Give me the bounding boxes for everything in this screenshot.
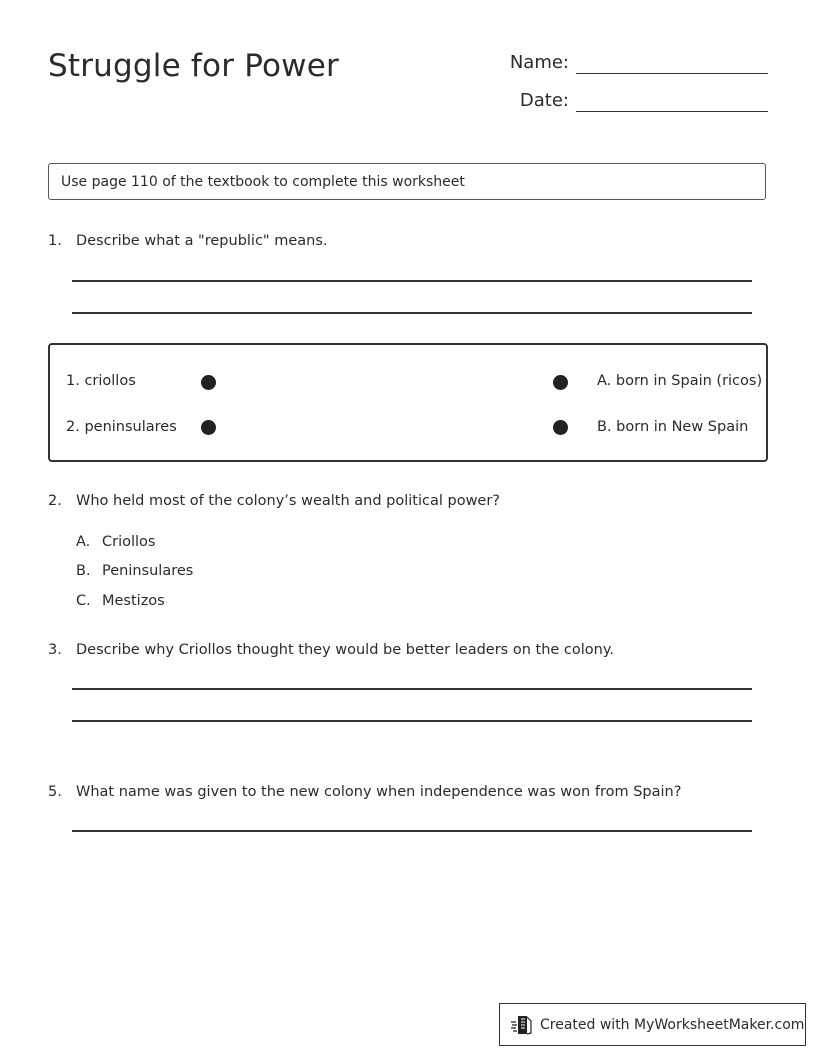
matching-dot[interactable] [201,420,216,435]
worksheet-maker-logo-icon [510,1013,534,1037]
option-text: Criollos [102,534,156,550]
page-title: Struggle for Power [48,48,339,84]
question-number: 5. [48,784,62,800]
question-number: 1. [48,233,62,249]
matching-right-item: B. born in New Spain [597,419,749,435]
name-field [510,52,768,74]
question-text: Describe what a "republic" means. [76,233,328,249]
answer-line[interactable] [72,312,752,314]
footer-text: Created with MyWorksheetMaker.com [540,1016,805,1033]
question-text: Who held most of the colony’s wealth and political power? [76,493,501,509]
option-text: Peninsulares [102,563,194,579]
option-text: Mestizos [102,593,165,609]
question-5 [48,782,681,802]
name-label: Name: [509,52,569,73]
matching-left-item: 1. criollos [66,373,136,389]
date-label: Date: [519,90,569,111]
matching-dot[interactable] [201,375,216,390]
answer-line[interactable] [72,720,752,722]
question-3 [48,640,614,660]
option-letter: A. [76,534,91,550]
matching-left-item: 2. peninsulares [66,419,177,435]
question-1 [48,231,327,251]
question-text: What name was given to the new colony when independence was won from Spain? [76,784,682,800]
matching-box [48,343,768,462]
question-text: Describe why Criollos thought they would be better leaders on the colony. [76,642,614,658]
date-input-line[interactable] [576,91,768,112]
matching-dot[interactable] [553,375,568,390]
instructions-box: Use page 110 of the textbook to complete this worksheet [48,163,766,200]
option-letter: C. [76,593,91,609]
name-input-line[interactable] [576,53,768,74]
answer-line[interactable] [72,688,752,690]
answer-line[interactable] [72,280,752,282]
matching-dot[interactable] [553,420,568,435]
answer-option[interactable] [76,561,193,581]
option-letter: B. [76,563,91,579]
footer-badge[interactable] [499,1003,806,1046]
question-number: 3. [48,642,62,658]
question-number: 2. [48,493,62,509]
answer-line[interactable] [72,830,752,832]
question-2 [48,491,500,511]
matching-right-item: A. born in Spain (ricos) [597,373,763,389]
answer-option[interactable] [76,532,155,552]
answer-option[interactable] [76,591,165,611]
date-field [520,90,768,112]
